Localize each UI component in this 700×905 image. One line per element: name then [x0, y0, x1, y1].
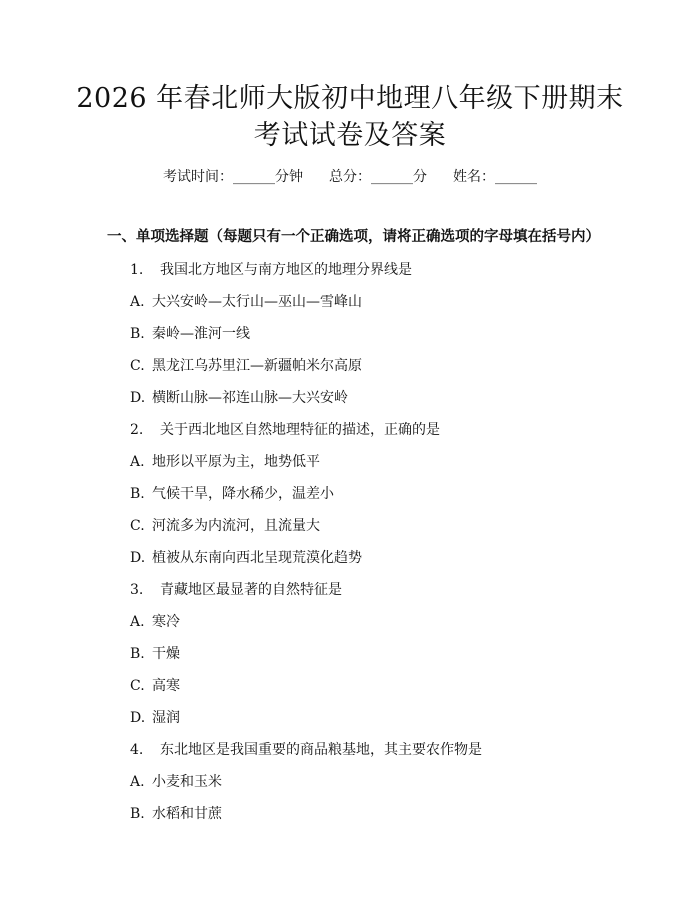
question-number: 3.: [130, 582, 144, 598]
question-2: [130, 420, 440, 440]
page-title-line-2: 考试试卷及答案: [253, 120, 447, 151]
option-text: 高寒: [152, 678, 180, 694]
option-text: 秦岭—淮河一线: [152, 326, 250, 342]
question-number: 1.: [130, 262, 144, 278]
option-text: 湿润: [152, 710, 180, 726]
question-text: 关于西北地区自然地理特征的描述，正确的是: [160, 422, 440, 438]
question-4: [130, 740, 482, 760]
question-1-option-b: [130, 324, 250, 344]
option-letter: C.: [130, 678, 145, 694]
question-3: [130, 580, 342, 600]
option-letter: B.: [130, 326, 145, 342]
option-letter: A.: [130, 294, 145, 310]
question-3-option-d: [130, 708, 180, 728]
student-name-field: 姓名：______: [453, 169, 537, 185]
option-letter: C.: [130, 358, 145, 374]
option-letter: D.: [130, 550, 146, 566]
question-1-option-c: [130, 356, 362, 376]
option-letter: C.: [130, 518, 145, 534]
option-letter: B.: [130, 646, 145, 662]
option-text: 寒冷: [152, 614, 180, 630]
question-text: 青藏地区最显著的自然特征是: [160, 582, 342, 598]
question-3-option-a: [130, 612, 180, 632]
option-letter: D.: [130, 390, 146, 406]
option-text: 黑龙江乌苏里江—新疆帕米尔高原: [152, 358, 362, 374]
page-title-line-1: 2026 年春北师大版初中地理八年级下册期末: [76, 83, 624, 114]
question-text: 东北地区是我国重要的商品粮基地，其主要农作物是: [160, 742, 482, 758]
question-2-option-d: [130, 548, 362, 568]
option-letter: A.: [130, 454, 145, 470]
exam-info-row: [0, 167, 700, 187]
option-text: 河流多为内流河，且流量大: [152, 518, 320, 534]
option-text: 横断山脉—祁连山脉—大兴安岭: [152, 390, 348, 406]
total-score-field: 总分：______分: [329, 169, 427, 185]
question-2-option-b: [130, 484, 334, 504]
question-4-option-b: [130, 804, 222, 824]
option-text: 地形以平原为主，地势低平: [152, 454, 320, 470]
question-3-option-c: [130, 676, 180, 696]
option-text: 水稻和甘蔗: [152, 806, 222, 822]
option-letter: B.: [130, 806, 145, 822]
option-letter: A.: [130, 614, 145, 630]
option-letter: A.: [130, 774, 145, 790]
option-text: 气候干旱，降水稀少，温差小: [152, 486, 334, 502]
question-2-option-a: [130, 452, 320, 472]
option-text: 干燥: [152, 646, 180, 662]
question-number: 4.: [130, 742, 144, 758]
option-text: 植被从东南向西北呈现荒漠化趋势: [152, 550, 362, 566]
question-2-option-c: [130, 516, 320, 536]
section-heading-single-choice: 一、单项选择题（每题只有一个正确选项，请将正确选项的字母填在括号内）: [107, 228, 600, 245]
question-1-option-a: [130, 292, 362, 312]
question-3-option-b: [130, 644, 180, 664]
question-text: 我国北方地区与南方地区的地理分界线是: [160, 262, 412, 278]
question-4-option-a: [130, 772, 222, 792]
option-letter: B.: [130, 486, 145, 502]
option-letter: D.: [130, 710, 146, 726]
question-number: 2.: [130, 422, 144, 438]
exam-time-field: 考试时间：______分钟: [163, 169, 303, 185]
option-text: 大兴安岭—太行山—巫山—雪峰山: [152, 294, 362, 310]
option-text: 小麦和玉米: [152, 774, 222, 790]
question-1-option-d: [130, 388, 348, 408]
question-1: [130, 260, 412, 280]
